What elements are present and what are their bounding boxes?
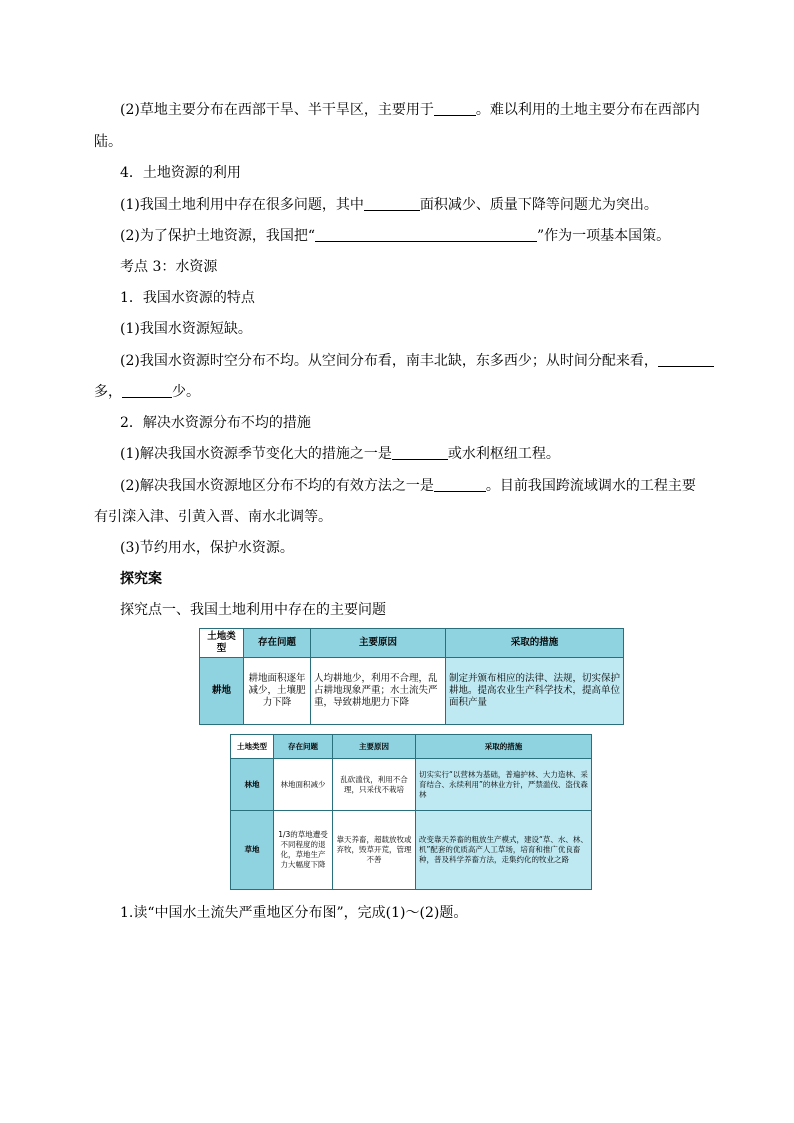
- table-header: 采取的措施: [416, 735, 592, 759]
- fill-blank[interactable]: [434, 477, 486, 492]
- section-heading-explore: 探究案: [120, 571, 162, 587]
- table-header: 主要原因: [311, 629, 446, 658]
- table-cell: 1/3的草地遭受不同程度的退化，草地生产力大幅度下降: [274, 811, 333, 890]
- explore-point-one: 探究点一、我国土地利用中存在的主要问题: [120, 602, 386, 618]
- paragraph-seasonal-measure: (1)解决我国水资源季节变化大的措施之一是 或水利枢纽工程。: [120, 446, 560, 462]
- table-header: 土地类型: [231, 735, 274, 759]
- section-heading-water-measures: 2．解决水资源分布不均的措施: [120, 415, 311, 431]
- table-cell: 耕地面积逐年减少，土壤肥力下降: [244, 658, 311, 725]
- paragraph-water-distribution-cont: 多， 少。: [94, 384, 200, 400]
- table-cell: 靠天养畜，超载放牧或弃牧，毁草开荒，管理不善: [333, 811, 416, 890]
- paragraph-save-water: (3)节约用水，保护水资源。: [120, 540, 294, 556]
- paragraph-regional-measure: (2)解决我国水资源地区分布不均的有效方法之一是 。目前我国跨流域调水的工程主要: [120, 478, 696, 494]
- table-cell: 林地: [231, 759, 274, 811]
- table-row: [231, 759, 592, 811]
- fill-blank[interactable]: [364, 196, 420, 211]
- table-cell: 乱砍滥伐，利用不合理，只采伐不栽培: [333, 759, 416, 811]
- table-cell: 改变靠天养畜的粗放生产模式，建设“草、水、林、机”配套的优质高产人工草场，培育和推广优良畜种，普及科学养畜方法，走集约化的牧业之路: [416, 811, 592, 890]
- fill-blank[interactable]: [434, 101, 476, 116]
- topic-heading-water: 考点 3：水资源: [120, 259, 218, 275]
- table-cell: 耕地: [200, 658, 244, 725]
- table-cell: 草地: [231, 811, 274, 890]
- cropland-table: [199, 628, 624, 725]
- question-one: 1.读“中国水土流失严重地区分布图”，完成(1)～(2)题。: [120, 905, 468, 921]
- section-heading-land-use: 4．土地资源的利用: [120, 165, 241, 181]
- fill-blank[interactable]: [658, 352, 714, 367]
- forest-grassland-table: [230, 734, 592, 890]
- table-cell: 林地面积减少: [274, 759, 333, 811]
- paragraph-water-shortage: (1)我国水资源短缺。: [120, 321, 252, 337]
- table-cell: 切实实行“以营林为基础，普遍护林、大力造林、采育结合、永续利用”的林业方针，严禁滥伐、盗伐森林: [416, 759, 592, 811]
- paragraph-land-problems: (1)我国土地利用中存在很多问题，其中 面积减少、质量下降等问题尤为突出。: [120, 197, 658, 213]
- table-header: 存在问题: [274, 735, 333, 759]
- paragraph-regional-measure-cont: 有引滦入津、引黄入晋、南水北调等。: [94, 509, 332, 525]
- fill-blank[interactable]: [122, 383, 172, 398]
- section-heading-water-features: 1．我国水资源的特点: [120, 290, 255, 306]
- table-header: 土地类型: [200, 629, 244, 658]
- table-header: 存在问题: [244, 629, 311, 658]
- fill-blank[interactable]: [392, 445, 448, 460]
- paragraph-land-policy: (2)为了保护土地资源，我国把“ ”作为一项基本国策。: [120, 228, 671, 244]
- table-header: 主要原因: [333, 735, 416, 759]
- table-row: [200, 658, 624, 725]
- paragraph-water-distribution: (2)我国水资源时空分布不均。从空间分布看，南丰北缺，东多西少；从时间分配来看，: [120, 352, 714, 370]
- table-cell: 制定并颁布相应的法律、法规，切实保护耕地。提高农业生产科学技术，提高单位面积产量: [446, 658, 624, 725]
- paragraph-grassland: (2)草地主要分布在西部干旱、半干旱区，主要用于 。难以利用的土地主要分布在西部内: [120, 102, 700, 118]
- paragraph-grassland-cont: 陆。: [94, 134, 122, 150]
- table-cell: 人均耕地少，利用不合理，乱占耕地现象严重；水土流失严重，导致耕地肥力下降: [311, 658, 446, 725]
- table-header: 采取的措施: [446, 629, 624, 658]
- table-row: [231, 811, 592, 890]
- fill-blank[interactable]: [315, 227, 537, 242]
